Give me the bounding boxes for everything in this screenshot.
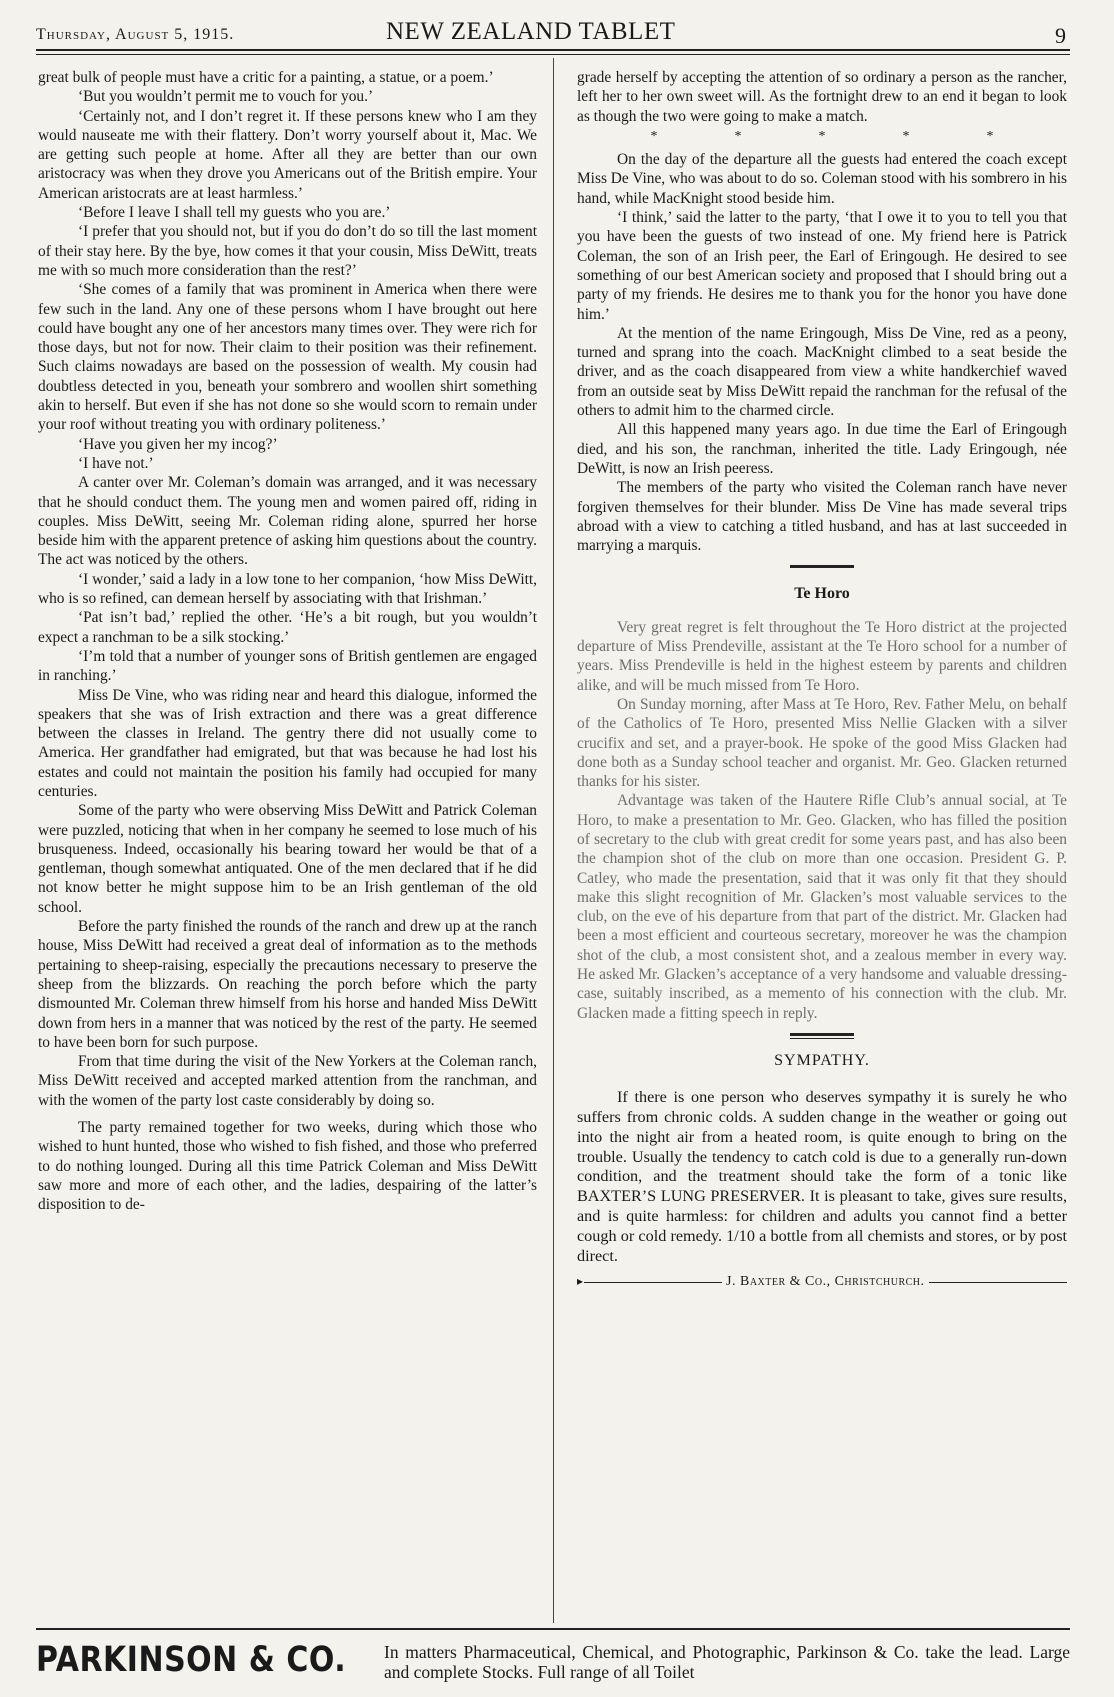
te-horo-article	[577, 618, 1067, 1023]
footer-ad-text: In matters Pharmaceutical, Chemical, and Photographic, Parkinson & Co. take the lead. Large and complete Stocks. Full range of all Toilet	[384, 1642, 1070, 1682]
story-paragraph: ‘Before I leave I shall tell my guests who you are.’	[78, 204, 391, 222]
header-rule	[36, 49, 1070, 51]
te-horo-heading: Te Horo	[794, 585, 850, 603]
story-paragraph: On the day of the departure all the guests had entered the coach except Miss De Vine, who was about to do so. Coleman stood with his sombrero in his hand, while MacKnight stood beside him.	[577, 151, 1067, 207]
star: *	[986, 128, 994, 144]
story-paragraph: ‘She comes of a family that was prominent in America when there were few such in the land. Any one of these persons whom I have brought out here could have bought any one of her ancestors many times over. They were rich for those days, but not for now. Their claim to their position was their refinement. Such claims nowadays are based on the possession of wealth. My cousin had doubtless detected in you, beneath your sombrero and woollen shirt something akin to herself. But even if she has not done so she would scorn to remain under your roof without treating you with ordinary politeness.’	[38, 281, 537, 434]
story-paragraph: The party remained together for two weeks, during which those who wished to hunt hunted, those who wished to fish fished, and those who preferred to do nothing lounged. During all this time Patrick Coleman and Miss DeWitt saw more and more of each other, and the ladies, despairing of the latter’s disposition to de-	[38, 1119, 537, 1214]
story-paragraph: ‘I wonder,’ said a lady in a low tone to her companion, ‘how Miss DeWitt, who is so refined, can demean herself by associating with that Irishman.’	[38, 570, 537, 608]
story-paragraph: ‘I’m told that a number of younger sons of British gentlemen are engaged in ranching.’	[38, 647, 537, 685]
page-number: 9	[1055, 23, 1066, 48]
sympathy-heading: SYMPATHY.	[774, 1051, 870, 1069]
section-rule	[790, 1033, 854, 1036]
story-paragraph: At the mention of the name Eringough, Miss De Vine, red as a peony, turned and sprang into the coach. MacKnight climbed to a seat beside the driver, and as the coach disappeared from view a white handkerchief waved from an outside seat by Miss DeWitt repaid the ranchman for the refusal of the others to admit him to the charmed circle.	[577, 324, 1067, 420]
advert-signature	[577, 1272, 1067, 1292]
story-paragraph: ‘But you wouldn’t permit me to vouch for you.’	[78, 88, 374, 106]
article-paragraph: On Sunday morning, after Mass at Te Horo, Rev. Father Melu, on behalf of the Catholics of Te Horo, presented Miss Nellie Glacken with a silver crucifix and set, and a prayer-book. He spoke of the good Miss Glacken had done both as a Sunday school teacher and organist. Mr. Geo. Glacken returned thanks for his sister.	[577, 695, 1067, 791]
star: *	[734, 128, 742, 144]
footer-ad-name: PARKINSON & CO.	[36, 1640, 347, 1681]
advert-paragraph: If there is one person who deserves sympathy it is surely he who suffers from chronic colds. A sudden change in the weather or going out into the night air from a heated room, is quite enough to bring on the trouble. Usually the tendency to catch cold is due to a generally run-down condition, and the treatment should take the form of a tonic like BAXTER’S LUNG PRESERVER. It is pleasant to take, gives sure results, and is quite harmless: for children and adults you cannot find a better cough or cold remedy. 1/10 a bottle from all chemists and stores, or by post direct.	[577, 1088, 1067, 1265]
signature-line	[584, 1282, 723, 1283]
header-rule-thin	[36, 54, 1070, 55]
section-break-stars	[577, 127, 1067, 146]
story-paragraph: ‘Pat isn’t bad,’ replied the other. ‘He’s a bit rough, but you wouldn’t expect a ranchman to be a silk stocking.’	[38, 609, 537, 646]
signature-name: J. Baxter & Co., Christchurch.	[726, 1274, 925, 1290]
sympathy-advert	[577, 1088, 1067, 1292]
story-paragraph: The members of the party who visited the Coleman ranch have never forgiven themselves for their blunder. Miss De Vine has made several trips abroad with a view to catching a titled husband, and has at last succeeded in marrying a marquis.	[577, 479, 1067, 555]
story-paragraph: Before the party finished the rounds of the ranch and drew up at the ranch house, Miss DeWitt had received a great deal of information as to the methods pertaining to sheep-raising, especially the precautions necessary to preserve the sheep from the blizzards. On reaching the porch before which the party dismounted Mr. Coleman threw himself from his horse and handed Miss DeWitt down from hers in a manner that was noticed by the rest of the party. He seemed to have been born for such purpose.	[38, 918, 537, 1051]
section-rule	[790, 565, 854, 568]
footer-rule	[36, 1628, 1070, 1630]
left-column	[38, 68, 537, 1215]
story-paragraph: ‘I have not.’	[78, 454, 154, 472]
story-paragraph: ‘I think,’ said the latter to the party, ‘that I owe it to you to tell you that you have been the guests of two instead of one. My friend here is Patrick Coleman, the son of an Irish peer, the Earl of Eringough. He desired to see something of our best American society and proposed that I should bring out a party of my friends. He desires me to thank you for the honor you have done him.’	[577, 209, 1067, 323]
story-paragraph: From that time during the visit of the New Yorkers at the Coleman ranch, Miss DeWitt received and accepted marked attention from the ranchman, and with the women of the party lost caste considerably by doing so.	[38, 1053, 537, 1109]
right-column	[577, 68, 1067, 1292]
story-paragraph: A canter over Mr. Coleman’s domain was arranged, and it was necessary that he should conduct them. The young men and women paired off, riding in couples. Miss DeWitt, seeing Mr. Coleman riding alone, spurred her horse beside him with the apparent pretence of asking him questions about the country. The act was noticed by the others.	[38, 474, 537, 569]
header-title: NEW ZEALAND TABLET	[386, 18, 676, 45]
story-paragraph: ‘Certainly not, and I don’t regret it. If these persons knew who I am they would nauseate me with their flattery. Don’t worry yourself about it, Mac. We are getting such people at home. After all they are better than our own aristocracy was when they drove you Americans out of the British empire. Your American aristocrats are at least harmless.’	[38, 107, 537, 202]
article-paragraph: Very great regret is felt throughout the Te Horo district at the projected departure of Miss Prendeville, assistant at the Te Horo school for a number of years. Miss Prendeville is held in the highest esteem by parents and children alike, and will be much missed from Te Horo.	[577, 618, 1067, 694]
story-paragraph: All this happened many years ago. In due time the Earl of Eringough died, and his son, the ranchman, inherited the title. Lady Eringough, née DeWitt, is now an Irish peeress.	[577, 421, 1067, 477]
arrow-icon: ▸	[577, 1274, 584, 1289]
signature-line	[929, 1282, 1068, 1283]
header-date: Thursday, August 5, 1915.	[36, 26, 235, 43]
story-paragraph: great bulk of people must have a critic for a painting, a statue, or a poem.’	[38, 69, 494, 86]
page-header	[36, 18, 1066, 48]
story-paragraph: ‘I prefer that you should not, but if you do don’t do so till the last moment of their stay here. By the bye, how comes it that your cousin, Miss DeWitt, treats me with so much more consideration than the rest?’	[38, 223, 537, 279]
story-paragraph: grade herself by accepting the attention of so ordinary a person as the rancher, left her to her own sweet will. As the fortnight drew to an end it began to look as though the two were going to make a match.	[577, 69, 1067, 125]
section-rule-thin	[790, 1038, 854, 1039]
column-divider	[553, 58, 554, 1623]
star: *	[902, 128, 910, 144]
star: *	[818, 128, 826, 144]
story-paragraph: Miss De Vine, who was riding near and heard this dialogue, informed the speakers that she was of Irish extraction and there was a great difference between the classes in Ireland. The gentry there did not usually come to America. Her grandfather had emigrated, but that was because he had lost his estates and could not maintain the position his family had occupied for many centuries.	[38, 686, 537, 800]
story-paragraph: Some of the party who were observing Miss DeWitt and Patrick Coleman were puzzled, noticing that when in her company he seemed to lose much of his brusqueness. Indeed, occasionally his bearing toward her would be that of a gentleman, though somewhat antiquated. One of the men declared that if he did not know better he might suppose him to be an Irish gentleman of the old school.	[38, 802, 537, 916]
star: *	[650, 128, 658, 144]
story-paragraph: ‘Have you given her my incog?’	[78, 435, 278, 453]
article-paragraph: Advantage was taken of the Hautere Rifle Club’s annual social, at Te Horo, to make a presentation to Mr. Geo. Glacken, who has filled the position of secretary to the club with great credit for some years past, and has also been the champion shot of the club on more than one occasion. President G. P. Catley, who made the presentation, said that it was only fit that they should make this slight recognition of Mr. Glacken’s most valuable services to the club, on the eve of his departure from that part of the district. Mr. Glacken had been a most efficient and courteous secretary, moreover he was the champion shot of the club, a most consistent shot, and a zealous member in every way. He asked Mr. Glacken’s acceptance of a very handsome and valuable dressing-case, suitably inscribed, as a memento of his connection with the club. Mr. Glacken made a fitting speech in reply.	[577, 792, 1067, 1022]
